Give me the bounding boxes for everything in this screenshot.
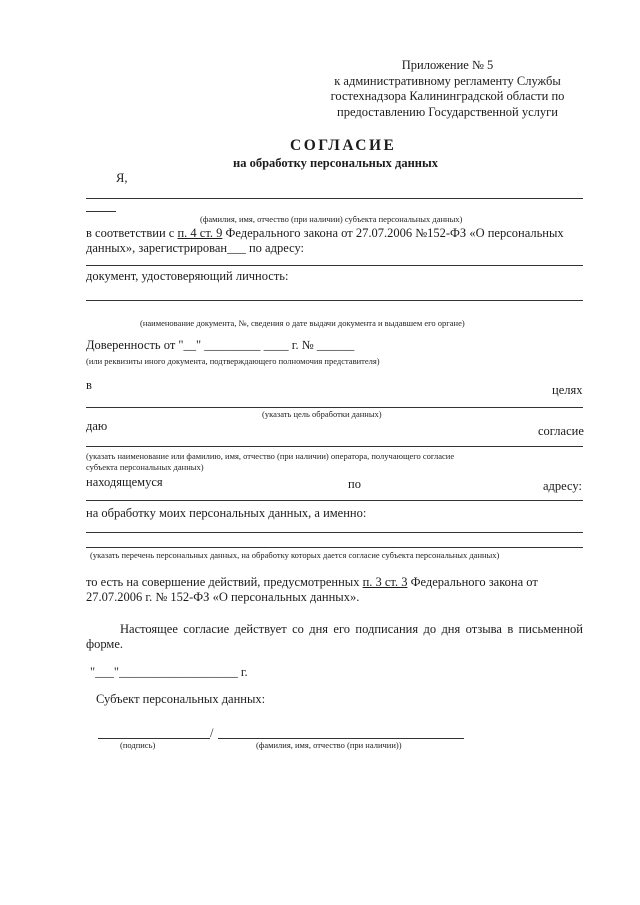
document-title: СОГЛАСИЕ <box>290 137 397 154</box>
operator-line[interactable] <box>86 446 583 447</box>
date-line: "___"___________________ г. <box>90 665 248 679</box>
appendix-line-2: к административному регламенту Службы <box>334 73 561 88</box>
actions-line-2: 27.07.2006 г. № 152-ФЗ «О персональных данных». <box>86 590 360 604</box>
hint-purpose: (указать цель обработки данных) <box>262 409 382 419</box>
hint-fio-short: (фамилия, имя, отчество (при наличии)) <box>256 740 402 750</box>
address-line[interactable] <box>86 265 583 266</box>
law-ref-link[interactable]: п. 4 ст. 9 <box>177 226 223 240</box>
hint-document: (наименование документа, №, сведения о дате выдачи документа и выдавшем его органе) <box>140 318 465 328</box>
appendix-block <box>305 58 590 120</box>
document-label: документ, удостоверяющий личность: <box>86 269 289 283</box>
document-line[interactable] <box>86 300 583 301</box>
validity-paragraph: Настоящее согласие действует со дня его подписания до дня отзыва в письменной форме. <box>86 622 583 651</box>
hint-proxy: (или реквизиты иного документа, подтверждающего полномочия представителя) <box>86 356 380 366</box>
proxy-label: Доверенность от "__" _________ ____ г. № ______ <box>86 338 355 352</box>
law-ref-line-2: данных», зарегистрирован___ по адресу: <box>86 241 305 255</box>
give-right: согласие <box>538 424 584 438</box>
list-line-2[interactable] <box>86 547 583 548</box>
law-ref-line-1 <box>86 227 564 240</box>
law-ref-rest: Федерального закона от 27.07.2006 №152-ФЗ «О персональных <box>222 226 564 240</box>
processing-label: на обработку моих персональных данных, а именно: <box>86 506 367 520</box>
located-mid: по <box>348 477 361 491</box>
intro-ya: Я, <box>116 171 128 185</box>
actions-link[interactable]: п. 3 ст. 3 <box>362 575 408 589</box>
hint-signature: (подпись) <box>120 740 156 750</box>
located-line[interactable] <box>86 500 583 501</box>
actions-prefix: то есть на совершение действий, предусмотренных <box>86 575 363 589</box>
appendix-line-4: предоставлению Государственной услуги <box>337 104 558 119</box>
signature-line[interactable] <box>98 738 210 739</box>
hint-list: (указать перечень персональных данных, на обработку которых дается согласие субъекта персональных данных) <box>90 550 500 560</box>
appendix-line-3: гостехнадзора Калининградской области по <box>330 89 565 103</box>
fio-line-1[interactable] <box>86 198 583 199</box>
list-line-1[interactable] <box>86 532 583 533</box>
purpose-right: целях <box>552 383 583 397</box>
law-ref-prefix: в соответствии с <box>86 226 178 240</box>
subject-fio-line[interactable] <box>218 738 464 739</box>
give-left: даю <box>86 419 108 433</box>
purpose-line[interactable] <box>86 407 583 408</box>
appendix-line-1: Приложение № 5 <box>401 58 494 72</box>
signature-slash: / <box>210 726 214 740</box>
actions-rest: Федерального закона от <box>407 575 538 589</box>
located-left: находящемуся <box>86 475 163 489</box>
actions-line-1 <box>86 576 538 589</box>
hint-operator-1: (указать наименование или фамилию, имя, отчество (при наличии) оператора, получающего согласие <box>86 451 455 461</box>
subject-label: Субъект персональных данных: <box>96 692 266 706</box>
purpose-left: в <box>86 378 92 392</box>
document-subtitle: на обработку персональных данных <box>233 156 438 170</box>
located-right: адресу: <box>543 479 582 493</box>
hint-operator-2: субъекта персональных данных) <box>86 462 204 472</box>
fio-line-2[interactable] <box>86 211 116 212</box>
hint-fio: (фамилия, имя, отчество (при наличии) субъекта персональных данных) <box>200 214 463 224</box>
